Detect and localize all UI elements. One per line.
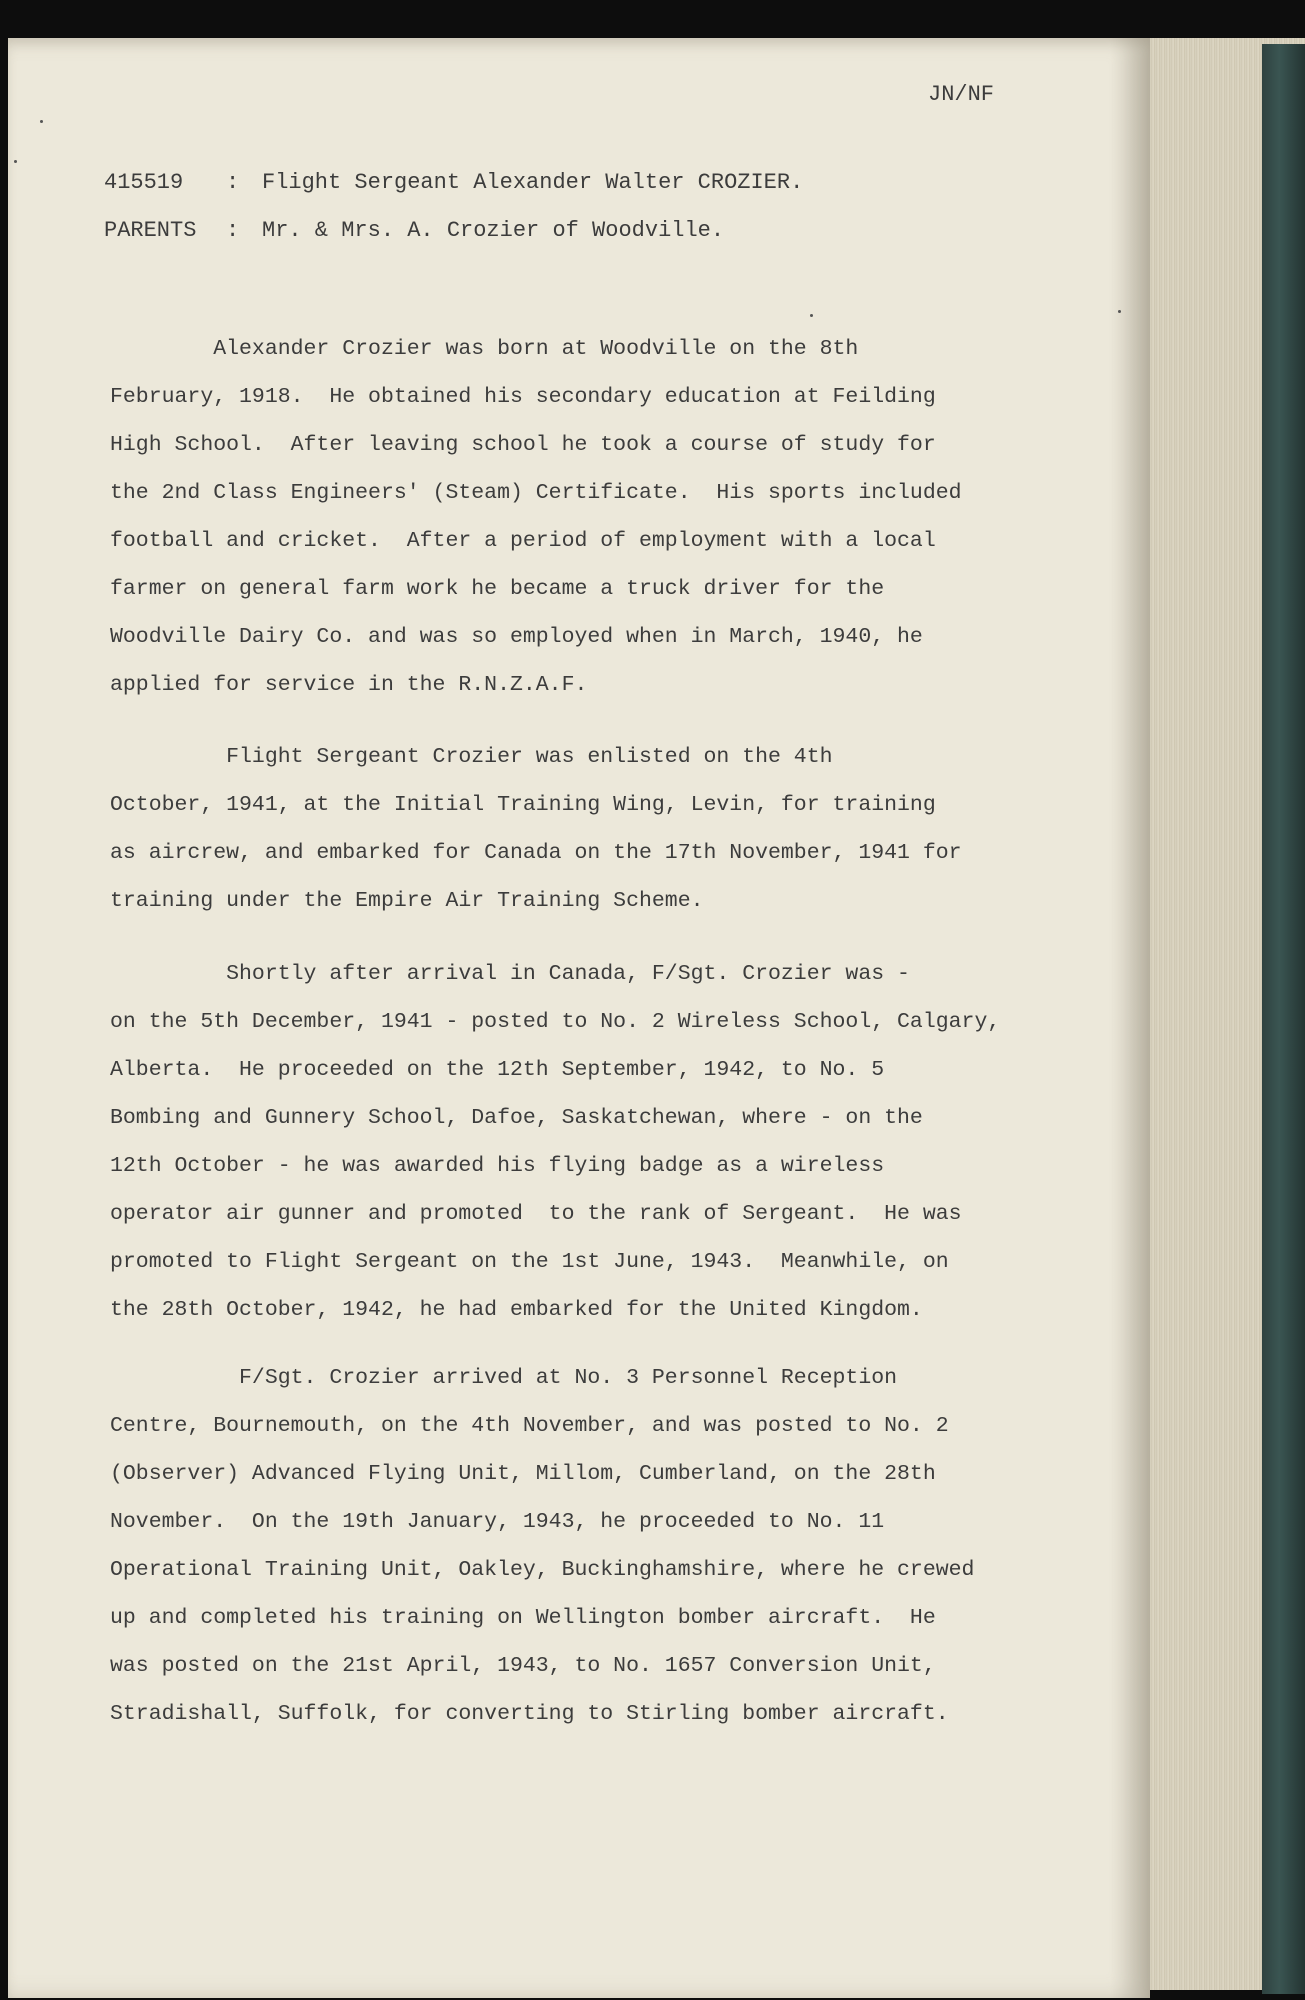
paragraph-line: football and cricket. After a period of employment with a local (110, 529, 936, 553)
paragraph-line: (Observer) Advanced Flying Unit, Millom, Cumberland, on the 28th (110, 1462, 936, 1486)
parents-row (104, 218, 724, 243)
header-separator: : (226, 170, 240, 195)
paragraph-line: F/Sgt. Crozier arrived at No. 3 Personnel Reception (110, 1366, 898, 1390)
paragraph-line: Operational Training Unit, Oakley, Buckinghamshire, where he crewed (110, 1558, 975, 1582)
paragraph-line: November. On the 19th January, 1943, he proceeded to No. 11 (110, 1510, 885, 1534)
paragraph-enlistment (110, 733, 1090, 925)
paragraph-line: Alexander Crozier was born at Woodville on the 8th (110, 337, 859, 361)
paragraph-line: promoted to Flight Sergeant on the 1st June, 1943. Meanwhile, on (110, 1250, 949, 1274)
paragraph-line: the 2nd Class Engineers' (Steam) Certificate. His sports included (110, 481, 962, 505)
paragraph-line: training under the Empire Air Training Scheme. (110, 889, 704, 913)
paragraph-line: the 28th October, 1942, he had embarked for the United Kingdom. (110, 1298, 923, 1322)
paragraph-line: High School. After leaving school he took a course of study for (110, 433, 936, 457)
paper-speck (810, 314, 813, 317)
paragraph-line: was posted on the 21st April, 1943, to No. 1657 Conversion Unit, (110, 1654, 936, 1678)
paragraph-line: October, 1941, at the Initial Training Wing, Levin, for training (110, 793, 936, 817)
paragraph-line: farmer on general farm work he became a truck driver for the (110, 577, 885, 601)
paragraph-line: February, 1918. He obtained his secondary education at Feilding (110, 385, 936, 409)
paragraph-early-life (110, 325, 1090, 709)
paragraph-line: up and completed his training on Wellington bomber aircraft. He (110, 1606, 936, 1630)
paper-speck (40, 120, 43, 123)
paper-speck (14, 160, 17, 163)
paragraph-line: Stradishall, Suffolk, for converting to Stirling bomber aircraft. (110, 1702, 949, 1726)
paragraph-uk-training (110, 1354, 1090, 1738)
paragraph-line: operator air gunner and promoted to the rank of Sergeant. He was (110, 1202, 962, 1226)
service-number: 415519 (104, 170, 184, 195)
paragraph-line: Shortly after arrival in Canada, F/Sgt. Crozier was - (110, 962, 910, 986)
paragraph-line: as aircrew, and embarked for Canada on the 17th November, 1941 for (110, 841, 962, 865)
paragraph-line: Bombing and Gunnery School, Dafoe, Saskatchewan, where - on the (110, 1106, 923, 1130)
service-number-row (104, 170, 803, 195)
reference-code: JN/NF (928, 82, 995, 107)
paragraph-line: 12th October - he was awarded his flying badge as a wireless (110, 1154, 885, 1178)
paper-speck (1118, 310, 1121, 313)
book-cover-edge (1262, 44, 1305, 1994)
paragraph-line: Flight Sergeant Crozier was enlisted on the 4th (110, 745, 833, 769)
paragraph-line: Woodville Dairy Co. and was so employed when in March, 1940, he (110, 625, 923, 649)
parents-label: PARENTS (104, 218, 197, 243)
airman-name: Flight Sergeant Alexander Walter CROZIER. (262, 170, 804, 195)
paragraph-line: applied for service in the R.N.Z.A.F. (110, 673, 588, 697)
paragraph-canada-training (110, 950, 1090, 1334)
paragraph-line: on the 5th December, 1941 - posted to No. 2 Wireless School, Calgary, (110, 1010, 1001, 1034)
header-separator: : (226, 218, 240, 243)
paragraph-line: Centre, Bournemouth, on the 4th November, and was posted to No. 2 (110, 1414, 949, 1438)
page-gutter-shadow (1110, 38, 1150, 1998)
paragraph-line: Alberta. He proceeded on the 12th September, 1942, to No. 5 (110, 1058, 885, 1082)
parents-value: Mr. & Mrs. A. Crozier of Woodville. (262, 218, 725, 243)
